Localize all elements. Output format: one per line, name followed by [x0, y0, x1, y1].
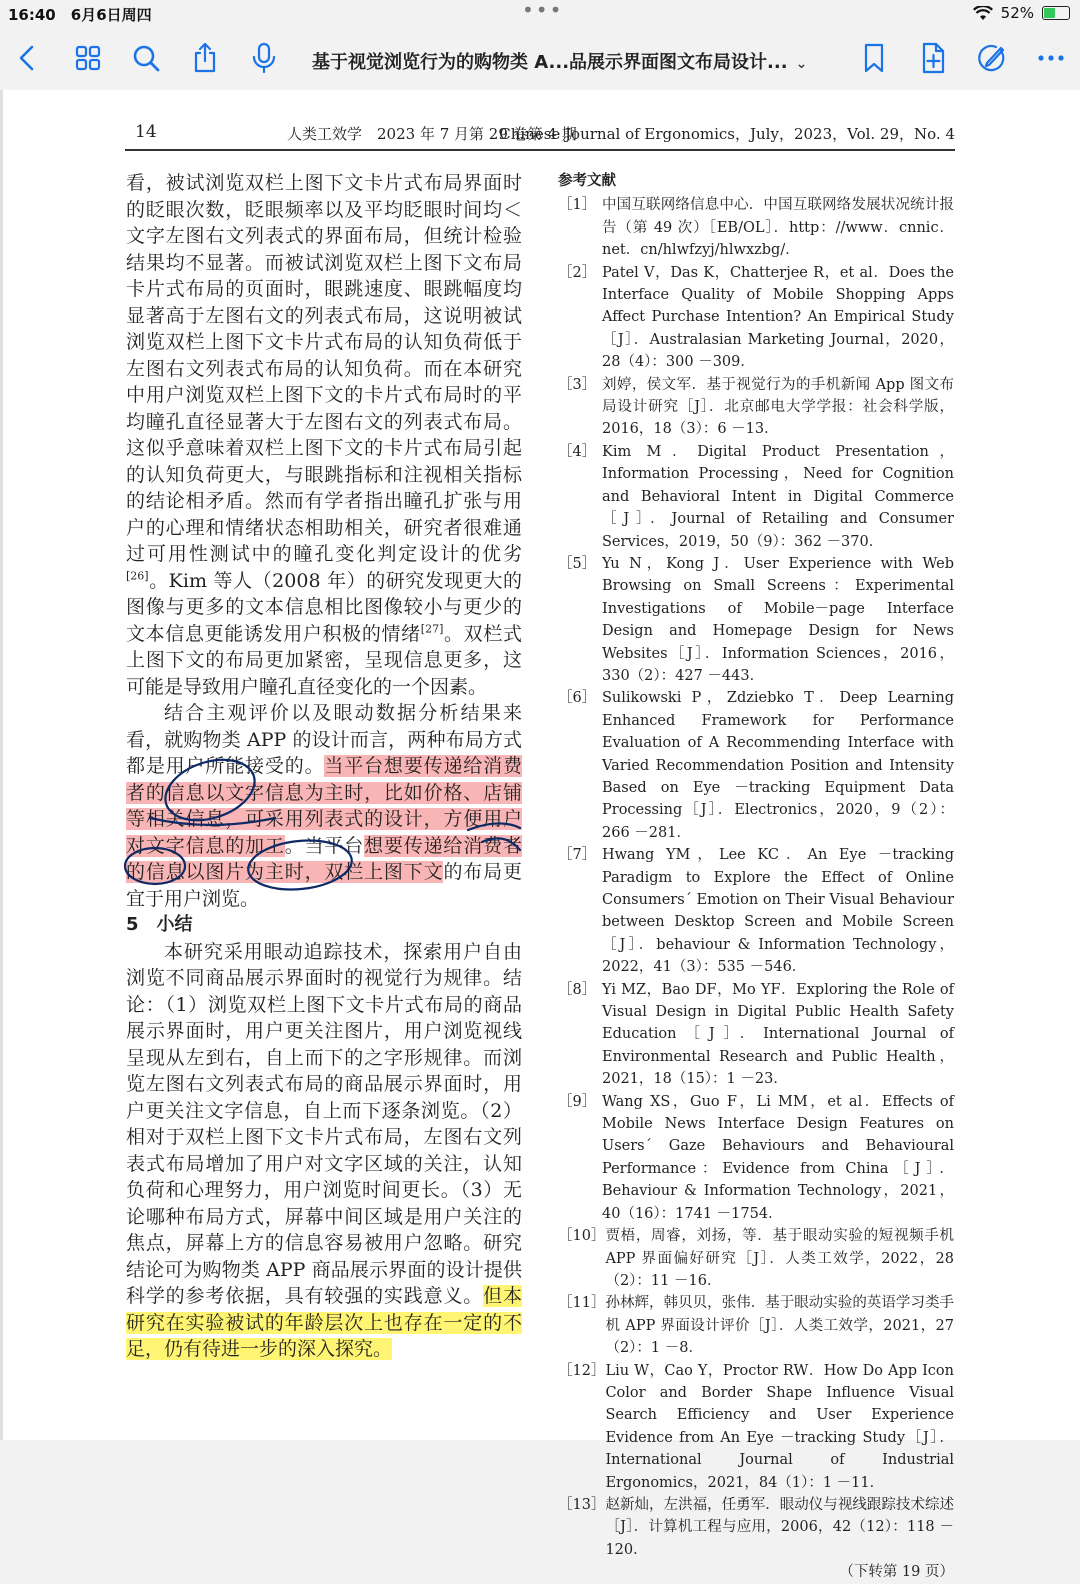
reference-item: [558, 1225, 954, 1292]
section-title: 5 小结: [126, 914, 193, 935]
toolbar: [0, 28, 1080, 90]
markup-pen-icon[interactable]: [974, 41, 1008, 75]
page-number: 14: [135, 122, 157, 142]
reference-number: ［4］: [558, 443, 597, 460]
reference-number: ［7］: [558, 847, 597, 864]
reference-text: Liu W，Cao Y，Proctor RW．How Do App Icon Color and Border Shape Influence Visual Search Efficiency and User Experience Evidence from An Eye －tracking Study［J］．International Journal of Industrial Ergonomics，2021，84（1）：1 －11．: [605, 1362, 954, 1491]
right-column: [558, 170, 954, 1584]
reference-item: [558, 194, 954, 261]
reference-item: [558, 1091, 954, 1225]
journal-title-en: Chinese Journal of Ergonomics，July，2023，Vol. 29，No. 4: [499, 125, 955, 143]
battery-level: [1044, 8, 1055, 18]
share-icon[interactable]: [188, 41, 222, 75]
reference-item: [558, 262, 954, 374]
reference-number: ［1］: [558, 197, 597, 214]
reference-item: [558, 1360, 954, 1494]
reference-text: Patel V，Das K，Chatterjee R，et al．Does the Interface Quality of Mobile Shopping Apps Affect Purchase Intention? An Empirical Study［J］．Australasian Marketing Journal，2020，28（4）：300 －309．: [602, 264, 954, 371]
reference-item: [558, 1494, 954, 1561]
reference-number: ［13］: [558, 1496, 606, 1513]
red-highlight[interactable]: 当平台想要传递给消费者的信息以文字信息为主时，比如价格、店铺等相关信息，可采用列表式的设计，方便用户对文字信息的加工: [126, 755, 522, 857]
status-time: 16:40 6月6日周四: [8, 6, 152, 24]
reference-number: ［12］: [558, 1362, 606, 1379]
reference-number: ［8］: [558, 981, 597, 998]
reference-text: Yu N，Kong J．User Experience with Web Browsing on Small Screens：Experimental Investigations of Mobile－page Interface Design and Homepage Design for News Websites［J］．Information Sciences，2016，330（2）：427 －443．: [602, 555, 954, 684]
references-title: 参考文献: [558, 173, 616, 189]
reference-item: [558, 441, 954, 553]
back-icon[interactable]: [10, 41, 44, 75]
yellow-highlight[interactable]: 但本研究在实验被试的年龄层次上也存在一定的不足，仍有待进一步的深入探究。: [126, 1285, 522, 1360]
reference-text: Sulikowski P，Zdziebko T．Deep Learning Enhanced Framework for Performance Evaluation of A Recommending Interface with Varied Recommendation Position and Intensity Based on Eye －tracking Equipment Data Processing［J］．Electronics，2020，9（2）：266 －281．: [602, 690, 954, 841]
battery-percent: 52%: [1000, 4, 1034, 22]
more-icon[interactable]: [1034, 41, 1068, 75]
reference-number: ［11］: [558, 1295, 606, 1312]
reference-text: Wang XS，Guo F，Li MM，et al．Effects of Mobile News Interface Design Features on Users´ Gaze Behaviours and Behavioural Performance：Evidence from China［J］．Behaviour & Information Technology，2021，40（16）：1741 －1754．: [602, 1093, 954, 1222]
reference-item: [558, 844, 954, 978]
microphone-icon[interactable]: [247, 41, 281, 75]
continued-note: （下转第 19 页）: [839, 1564, 954, 1581]
reference-text: 中国互联网络信息中心．中国互联网络发展状况统计报告（第 49 次）［EB/OL］．http：//www．cnnic．net．cn/hlwfzyj/hlwxzbg/．: [602, 197, 954, 259]
wifi-icon: [973, 6, 993, 21]
reference-text: Yi MZ，Bao DF，Mo YF．Exploring the Role of Visual Design in Digital Public Health Safety Education［J］．International Journal of Environmental Research and Public Health，2021，18（15）：1 －23．: [602, 981, 954, 1088]
reference-item: [558, 374, 954, 441]
multitasking-dots-icon[interactable]: •••: [522, 0, 564, 22]
reference-number: ［2］: [558, 264, 597, 281]
reference-text: 孙林辉，韩贝贝，张伟．基于眼动实验的英语学习类手机 APP 界面设计评价［J］．人类工效学，2021，27（2）：1 －8．: [605, 1295, 954, 1357]
reference-number: ［3］: [558, 376, 597, 393]
reference-text: Hwang YM，Lee KC．An Eye －tracking Paradigm to Explore the Effect of Online Consumers´ Emotion on Their Visual Behaviour between Desktop Screen and Mobile Screen［J］．behaviour & Information Technology，2022，41（3）：535 －546．: [602, 847, 954, 976]
battery-icon: [1042, 6, 1070, 20]
header-rule: [125, 149, 955, 151]
bookmark-icon[interactable]: [857, 41, 891, 75]
reference-number: ［5］: [558, 555, 597, 572]
paragraph: 看，被试浏览双栏上图下文卡片式布局界面时的眨眼次数，眨眼频率以及平均眨眼时间均＜文字左图右文列表式的界面布局，但统计检验结果均不显著。而被试浏览双栏上图下文布局卡片式布局的页面时，眼跳速度、眼跳幅度均显著高于左图右文的列表式布局，这说明被试浏览双栏上图下文卡片式布局的认知负荷低于左图右文列表式布局的认知负荷。而在本研究中用户浏览双栏上图下文的卡片式布局时的平均瞳孔直径显著大于左图右文的列表式布局。这似乎意味着双栏上图下文的卡片式布局引起的认知负荷更大，与眼跳指标和注视相关指标的结论相矛盾。然而有学者指出瞳孔扩张与用户的心理和情绪状态相助相关，研究者很难通过可用性测试中的瞳孔变化判定设计的优劣[26]。Kim 等人（2008 年）的研究发现更大的图像与更多的文本信息相比图像较小与更少的文本信息更能诱发用户积极的情绪[27]。双栏式上图下文的布局更加紧密，呈现信息更多，这可能是导致用户瞳孔直径变化的一个因素。: [126, 172, 522, 698]
left-column: [126, 170, 522, 1363]
references-list: [558, 194, 954, 1561]
reference-text: 刘婷，侯文军．基于视觉行为的手机新闻 App 图文布局设计研究［J］．北京邮电大学学报：社会科学版，2016，18（3）：6 －13．: [602, 376, 954, 438]
add-page-icon[interactable]: [916, 41, 950, 75]
page-edge: [0, 90, 3, 1440]
reference-number: ［10］: [558, 1228, 606, 1245]
chevron-down-icon[interactable]: ⌄: [795, 56, 808, 72]
document-title[interactable]: 基于视觉浏览行为的购物类 A...品展示界面图文布局设计... ⌄: [312, 52, 808, 73]
reference-item: [558, 553, 954, 687]
reference-item: [558, 1292, 954, 1359]
reference-text: 贾梧，周睿，刘扬，等．基于眼动实验的短视频手机 APP 界面偏好研究［J］．人类工效学，2022，28（2）：11 －16．: [605, 1228, 954, 1289]
reference-item: [558, 687, 954, 844]
paragraph: 本研究采用眼动追踪技术，探索用户自由浏览不同商品展示界面时的视觉行为规律。结论：（1）浏览双栏上图下文卡片式布局的商品展示界面时，用户更关注图片，用户浏览视线呈现从左到右，自上而下的之字形规律。而浏览左图右文列表式布局的商品展示界面时，用户更关注文字信息，自上而下逐条浏览。（2）相对于双栏上图下文卡片式布局，左图右文列表式布局增加了用户对文字区域的关注，认知负荷和心理努力，用户浏览时间更长。（3）无论哪种布局方式，屏幕中间区域是用户关注的焦点，屏幕上方的信息容易被用户忽略。研究结论可为购物类 APP 商品展示界面的设计提供科学的参考依据，具有较强的实践意义。但本研究在实验被试的年龄层次上也存在一定的不足，仍有待进一步的深入探究。: [126, 940, 522, 1360]
running-header: [135, 120, 955, 144]
paragraph: 结合主观评价以及眼动数据分析结果来看，就购物类 APP 的设计而言，两种布局方式都是用户所能接受的。当平台想要传递给消费者的信息以文字信息为主时，比如价格、店铺等相关信息，可采用列表式的设计，方便用户对文字信息的加工。当平台想要传递给消费者的信息以图片为主时，双栏上图下文的布局更宜于用户浏览。: [126, 702, 522, 910]
journal-title-cn: 人类工效学 2023 年 7 月第 29 卷第 4 期: [287, 125, 577, 143]
reference-text: Kim M．Digital Product Presentation，Information Processing，Need for Cognition and Behavioral Intent in Digital Commerce［J］．Journal of Retailing and Consumer Services，2019，50（9）：362 －370．: [602, 443, 954, 550]
reference-number: ［9］: [558, 1093, 597, 1110]
red-highlight[interactable]: 想要传递给消费者的信息以图片为主时，双栏上图下文: [126, 834, 522, 883]
search-icon[interactable]: [129, 41, 163, 75]
reference-item: [558, 979, 954, 1091]
reference-text: 赵新灿，左洪福，任勇军．眼动仪与视线跟踪技术综述［J］．计算机工程与应用，2006，42（12）：118 －120．: [605, 1496, 954, 1558]
grid-icon[interactable]: [71, 41, 105, 75]
reference-number: ［6］: [558, 690, 597, 707]
status-bar: [0, 0, 1080, 28]
